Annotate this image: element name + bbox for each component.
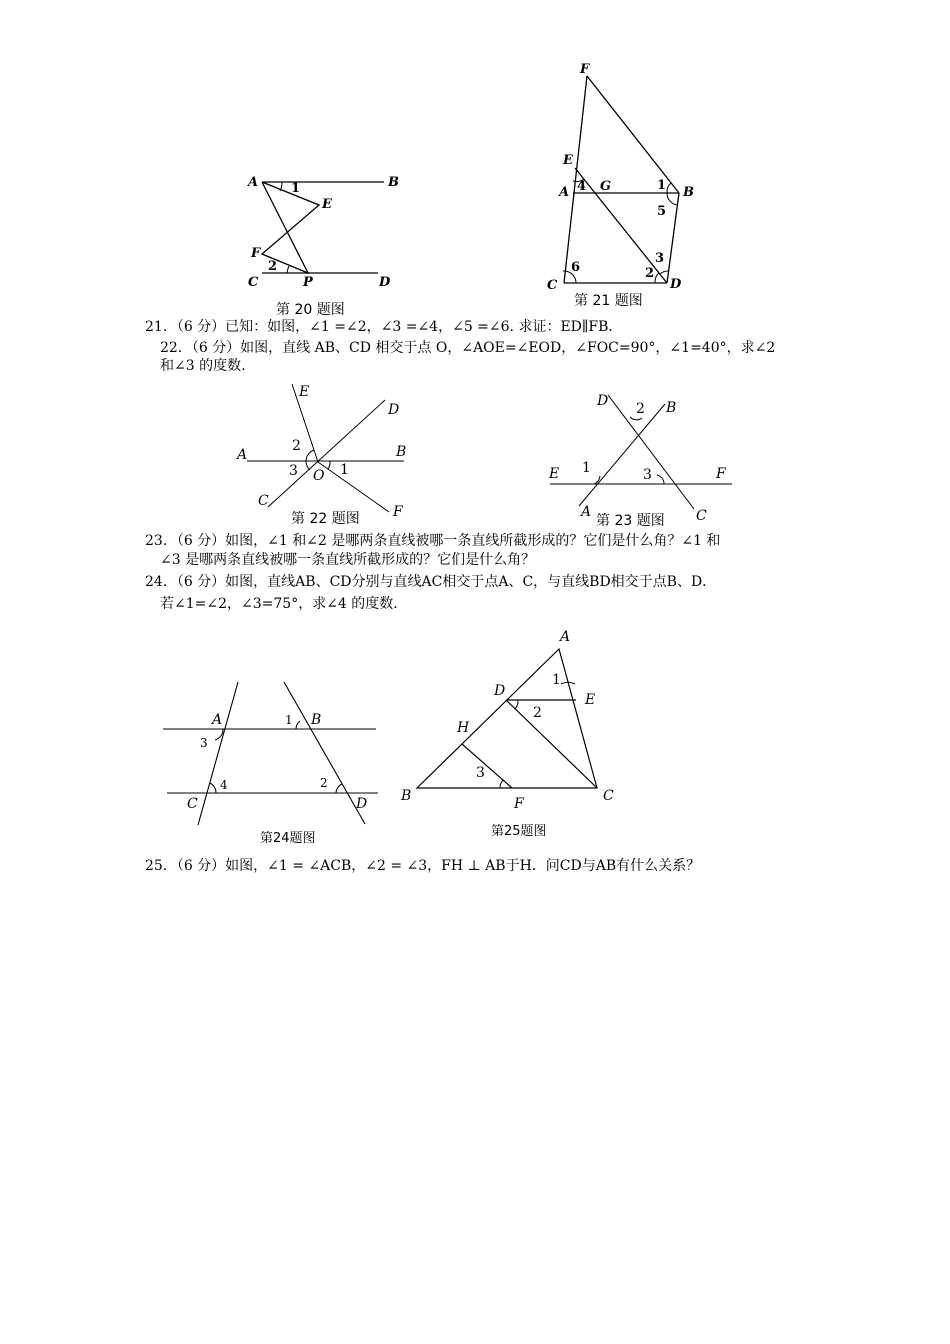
- question-23-line1: 23．（6 分）如图，∠1 和∠2 是哪两条直线被哪一条直线所截形成的？它们是什么角？∠1 和: [145, 533, 721, 549]
- figure-24-caption: 第24题图: [260, 831, 316, 846]
- label-p: P: [303, 275, 313, 290]
- label-d: D: [356, 796, 368, 812]
- label-d: D: [379, 275, 391, 290]
- label-d: D: [388, 402, 400, 418]
- label-6: 6: [571, 260, 581, 275]
- label-3: 3: [200, 736, 208, 750]
- label-d: D: [670, 277, 682, 292]
- figure-23-caption: 第 23 题图: [596, 513, 665, 529]
- label-4: 4: [577, 179, 587, 194]
- label-f: F: [393, 504, 403, 520]
- label-e: E: [322, 197, 332, 212]
- label-1: 1: [291, 181, 301, 196]
- question-24-line2: 若∠1=∠2，∠3=75°，求∠4 的度数．: [160, 596, 408, 612]
- label-1: 1: [552, 672, 561, 688]
- line-hf: [462, 744, 512, 788]
- label-c: C: [696, 508, 707, 524]
- label-e: E: [299, 384, 310, 400]
- label-a: A: [212, 712, 223, 728]
- label-c: C: [258, 493, 269, 509]
- label-5: 5: [657, 204, 667, 219]
- label-1: 1: [340, 462, 349, 478]
- label-3: 3: [476, 765, 485, 781]
- label-c: C: [187, 796, 198, 812]
- triangle-abc: [417, 649, 597, 788]
- label-1: 1: [285, 713, 293, 727]
- label-o: O: [313, 468, 325, 484]
- label-2: 2: [292, 438, 301, 454]
- label-f: F: [716, 466, 726, 482]
- label-b: B: [388, 175, 399, 190]
- question-24-line1: 24．（6 分）如图，直线AB、CD分别与直线AC相交于点A、C，与直线BD相交于点B、D．: [145, 574, 717, 590]
- label-b: B: [401, 788, 412, 804]
- label-2: 2: [268, 259, 278, 274]
- label-f: F: [580, 62, 590, 77]
- question-22-line2: 和∠3 的度数.: [160, 358, 246, 374]
- figure-21-caption: 第 21 题图: [574, 293, 643, 309]
- label-2: 2: [533, 705, 542, 721]
- label-e: E: [585, 692, 596, 708]
- label-b: B: [311, 712, 322, 728]
- label-b: B: [396, 444, 407, 460]
- label-c: C: [603, 788, 614, 804]
- label-4: 4: [220, 778, 228, 792]
- label-e: E: [563, 153, 573, 168]
- label-d: D: [494, 683, 506, 699]
- label-3: 3: [655, 251, 665, 266]
- figure-22-caption: 第 22 题图: [291, 511, 360, 527]
- label-d: D: [597, 393, 609, 409]
- label-2: 2: [645, 266, 655, 281]
- label-1: 1: [582, 460, 591, 476]
- label-a: A: [581, 504, 592, 520]
- label-a: A: [237, 447, 248, 463]
- label-b: B: [683, 185, 694, 200]
- figure-20-caption: 第 20 题图: [276, 302, 345, 318]
- question-23-line2: ∠3 是哪两条直线被哪一条直线所截形成的？它们是什么角？: [160, 552, 536, 568]
- label-f: F: [251, 246, 261, 261]
- angle-2-arc: [515, 700, 518, 709]
- label-c: C: [547, 278, 558, 293]
- label-a: A: [248, 175, 259, 190]
- label-2: 2: [320, 776, 328, 790]
- label-2: 2: [636, 401, 645, 417]
- label-g: G: [600, 179, 612, 194]
- label-3: 3: [289, 463, 298, 479]
- label-f: F: [514, 796, 524, 812]
- label-c: C: [248, 275, 259, 290]
- question-25: 25．（6 分）如图，∠1 = ∠ACB，∠2 = ∠3，FH ⊥ AB于H．问CD与AB有什么关系？: [145, 858, 701, 874]
- label-1: 1: [657, 178, 667, 193]
- angle-3-arc: [500, 780, 503, 788]
- question-21: 21．（6 分）已知：如图，∠1 =∠2，∠3 =∠4，∠5 =∠6. 求证：ED∥FB．: [145, 319, 623, 335]
- label-h: H: [457, 720, 470, 736]
- line-cd: [506, 700, 597, 788]
- label-e: E: [549, 466, 560, 482]
- label-3: 3: [643, 467, 652, 483]
- label-a: A: [559, 185, 570, 200]
- label-b: B: [666, 400, 677, 416]
- label-a: A: [560, 629, 571, 645]
- question-22-line1: 22．（6 分）如图，直线 AB、CD 相交于点 O，∠AOE=∠EOD，∠FOC=90°，∠1=40°，求∠2: [160, 340, 776, 356]
- figure-25-caption: 第25题图: [491, 824, 547, 839]
